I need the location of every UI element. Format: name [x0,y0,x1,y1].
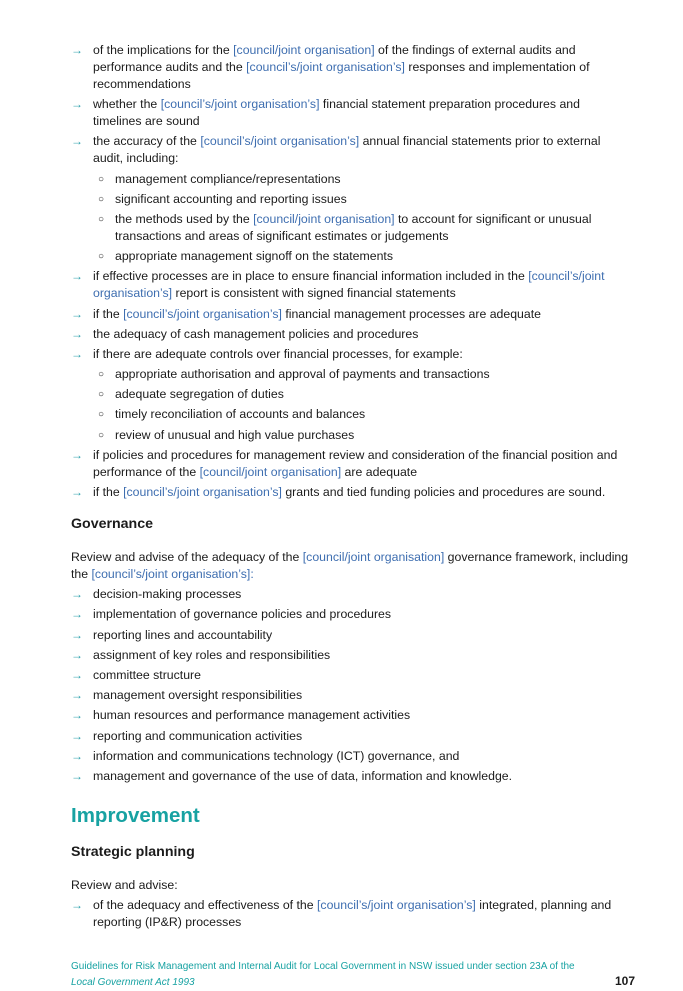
footer-citation [71,959,591,991]
placeholder-text: [council’s/joint organisation’s] [246,60,405,74]
governance-item [71,667,631,684]
arrow-icon: → [71,688,83,703]
intro-text: governance framework, including the [71,550,629,581]
item-text: assignment of key roles and responsibilities [93,647,331,662]
arrow-icon: → [71,97,83,112]
arrow-icon: → [71,768,83,783]
sub-item-text: adequate segregation of duties [115,387,284,402]
sub-item-text: appropriate management signoff on the statements [115,249,393,264]
placeholder-text: [council/joint organisation] [199,464,342,479]
arrow-icon: → [71,43,83,57]
sub-item [71,171,631,188]
arrow-icon: → [71,748,83,763]
footer-text: Guidelines for Risk Management and Internal Audit for Local Government in NSW issued under section 23A of the [71,961,575,972]
circle-bullet-icon: ○ [98,213,105,225]
sub-item-text: review of unusual and high value purchases [115,427,355,442]
arrow-icon: → [71,607,83,622]
footer-act-title: Local Government Act 1993 [71,977,195,988]
item-text: of the findings of external audits and performance audits and the [93,43,576,74]
improvement-intro: Review and advise: [71,877,178,892]
item-text: if there are adequate controls over financial processes, for example: [93,346,463,361]
arrow-icon: → [71,447,83,462]
item-text: the adequacy of cash management policies and procedures [93,326,419,341]
circle-bullet-icon: ○ [98,251,105,263]
final-item-review [71,447,631,481]
item-text: grants and tied funding policies and procedures are sound. [281,485,606,499]
governance-item [71,687,631,704]
item-text: integrated, planning and reporting (IP&R) processes [93,898,612,930]
sub-item-text: to account for significant or unusual transactions and areas of significant estimates or judgements [115,211,592,243]
sub-item [71,366,631,383]
arrow-icon: → [71,346,83,361]
controls-item-cash-management [71,326,631,343]
arrow-icon: → [71,306,83,321]
placeholder-text: [council’s/joint organisation’s] [160,97,320,112]
controls-item-financial-processes [71,346,631,363]
controls-item-financial-management [71,306,631,323]
item-text: reporting lines and accountability [93,627,273,642]
sub-item-text: the methods used by the [115,211,254,226]
governance-heading: Governance [71,516,154,532]
item-text: are adequate [341,464,418,479]
placeholder-text: [council’s/joint organisation’s] [123,485,282,499]
governance-item [71,627,631,644]
placeholder-text: [council’s/joint organisation’s] [123,306,282,321]
item-text: management oversight responsibilities [93,688,303,703]
placeholder-text: [council/joint organisation] [233,43,375,57]
item-text: of the adequacy and effectiveness of the [93,898,318,913]
placeholder-text: [council/joint organisation] [302,550,445,564]
audit-item-implications [71,42,631,93]
item-text: whether the [93,97,161,112]
governance-item [71,707,631,724]
circle-bullet-icon: ○ [98,429,105,441]
item-text: reporting and communication activities [93,728,303,743]
item-text: responses and implementation of recommendations [93,60,590,91]
sub-item [71,427,631,444]
sub-item-text: appropriate authorisation and approval of payments and transactions [115,367,490,382]
arrow-icon: → [71,326,83,341]
sub-item-text: timely reconciliation of accounts and balances [115,407,366,422]
arrow-icon: → [71,647,83,662]
placeholder-text: [council’s/joint organisation’s] [93,269,605,301]
governance-item [71,606,631,623]
arrow-icon: → [71,708,83,723]
controls-item-consistency [71,268,631,302]
item-text: if the [93,306,124,321]
arrow-icon: → [71,898,83,913]
circle-bullet-icon: ○ [98,389,105,401]
governance-item [71,728,631,745]
improvement-heading: Improvement [71,803,200,827]
item-text: annual financial statements prior to external audit, including: [93,134,601,166]
arrow-icon: → [71,667,83,682]
circle-bullet-icon: ○ [98,193,105,205]
item-text: if policies and procedures for management review and consideration of the financial position and performance of the [93,447,618,479]
item-text: human resources and performance management activities [93,708,411,723]
sub-item [71,211,631,245]
item-text: information and communications technology (ICT) governance, and [93,748,460,763]
item-text: if the [93,485,124,499]
governance-item [71,768,631,785]
item-text: if effective processes are in place to ensure financial information included in the [93,269,529,284]
arrow-icon: → [71,269,83,284]
governance-item [71,586,631,603]
arrow-icon: → [71,587,83,602]
sub-item-text: significant accounting and reporting issues [115,191,347,206]
arrow-icon: → [71,627,83,642]
item-text: the accuracy of the [93,134,201,149]
document-page [71,42,631,934]
governance-item [71,647,631,664]
arrow-icon: → [71,728,83,743]
intro-text: Review and advise of the adequacy of the [71,550,303,564]
placeholder-text: [council/joint organisation] [253,211,395,226]
circle-bullet-icon: ○ [98,369,105,381]
item-text: financial management processes are adequate [281,306,541,321]
circle-bullet-icon: ○ [98,173,105,185]
item-text: committee structure [93,667,201,682]
arrow-icon: → [71,134,83,149]
item-text: financial statement preparation procedures and timelines are sound [93,97,580,129]
arrow-icon: → [71,485,83,499]
audit-item-preparation [71,96,631,130]
audit-item-accuracy [71,133,631,167]
sub-item [71,248,631,265]
sub-item [71,406,631,423]
item-text: decision-making processes [93,587,242,602]
final-item-grants [71,484,631,501]
item-text: implementation of governance policies and procedures [93,607,392,622]
item-text: management and governance of the use of data, information and knowledge. [93,768,513,783]
governance-item [71,748,631,765]
sub-item-text: management compliance/representations [115,171,341,186]
strategic-planning-heading: Strategic planning [71,843,195,860]
circle-bullet-icon: ○ [98,409,105,421]
placeholder-text: [council’s/joint organisation’s]: [91,567,254,581]
placeholder-text: [council’s/joint organisation’s] [317,898,476,913]
sub-item [71,386,631,403]
item-text: of the implications for the [93,43,234,57]
governance-intro [71,549,631,583]
sub-item [71,191,631,208]
page-number: 107 [614,974,635,988]
placeholder-text: [council’s/joint organisation’s] [200,134,360,149]
item-text: report is consistent with signed financial statements [172,286,456,301]
improvement-item [71,897,631,931]
